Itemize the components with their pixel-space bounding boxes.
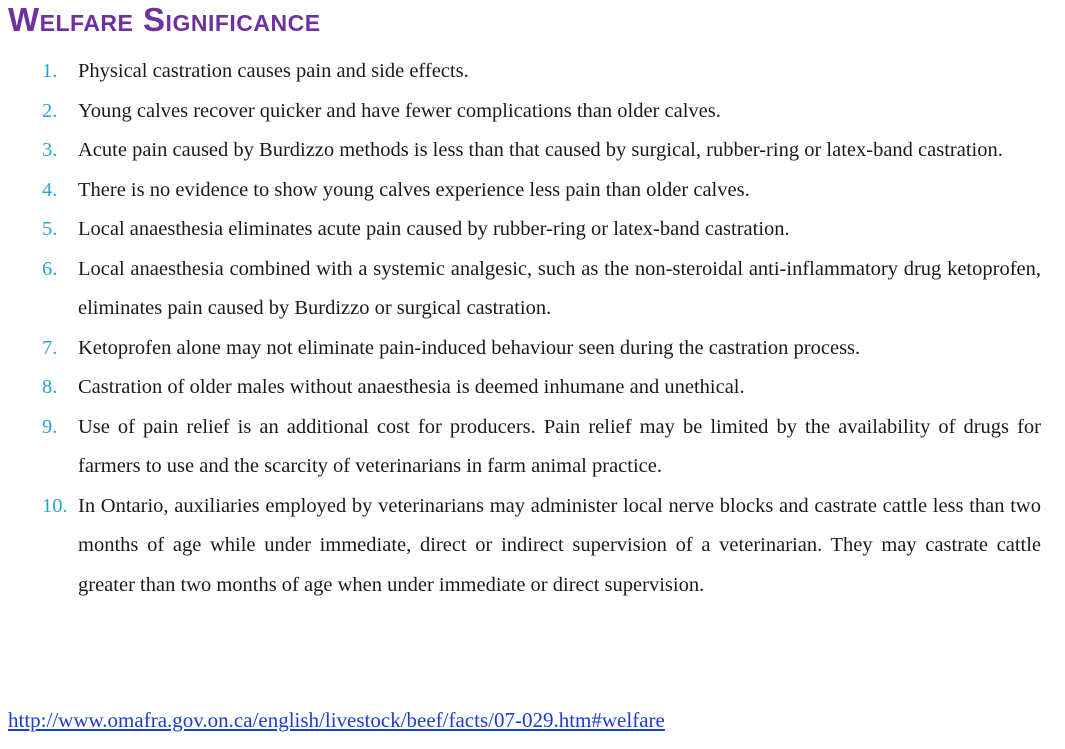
item-text: Use of pain relief is an additional cost for producers. Pain relief may be limited by the availability of drugs for farmers to use and the scarcity of veterinarians in farm animal practice. bbox=[78, 415, 1041, 477]
list-item bbox=[0, 210, 1065, 250]
item-number: 4. bbox=[42, 178, 58, 201]
item-number: 2. bbox=[42, 99, 58, 122]
list-item bbox=[0, 487, 1065, 606]
page-title: Welfare Significance bbox=[8, 1, 321, 38]
list-item bbox=[0, 408, 1065, 487]
item-number: 6. bbox=[42, 257, 58, 280]
item-number: 8. bbox=[42, 376, 58, 398]
item-text: Ketoprofen alone may not eliminate pain-induced behaviour seen during the castration process. bbox=[78, 336, 861, 359]
item-number: 1. bbox=[42, 60, 58, 82]
item-text: In Ontario, auxiliaries employed by veterinarians may administer local nerve blocks and castrate cattle less than two months of age while under immediate, direct or indirect supervision of a veterinarian. They may castrate cattle greater than two months of age when under immediate or direct supervision. bbox=[78, 494, 1041, 596]
list-item bbox=[0, 131, 1065, 171]
item-number: 9. bbox=[42, 415, 58, 438]
item-text: Acute pain caused by Burdizzo methods is less than that caused by surgical, rubber-ring or latex-band castration. bbox=[78, 139, 1003, 161]
item-number: 10. bbox=[42, 494, 68, 517]
item-number: 3. bbox=[42, 139, 58, 161]
item-text: Young calves recover quicker and have fewer complications than older calves. bbox=[78, 99, 721, 122]
list-item bbox=[0, 368, 1065, 408]
welfare-points-list bbox=[0, 52, 1065, 605]
source-link[interactable]: http://www.omafra.gov.on.ca/english/livestock/beef/facts/07-029.htm#welfare bbox=[8, 708, 665, 732]
list-item bbox=[0, 52, 1065, 92]
item-text: Castration of older males without anaesthesia is deemed inhumane and unethical. bbox=[78, 376, 745, 398]
item-text: Physical castration causes pain and side effects. bbox=[78, 60, 469, 82]
list-item bbox=[0, 92, 1065, 132]
list-item bbox=[0, 329, 1065, 369]
item-text: Local anaesthesia combined with a systemic analgesic, such as the non-steroidal anti-inflammatory drug ketoprofen, eliminates pain caused by Burdizzo or surgical castration. bbox=[78, 257, 1041, 319]
item-number: 5. bbox=[42, 218, 58, 240]
list-item bbox=[0, 171, 1065, 211]
item-text: Local anaesthesia eliminates acute pain caused by rubber-ring or latex-band castration. bbox=[78, 218, 790, 240]
list-item bbox=[0, 250, 1065, 329]
item-number: 7. bbox=[42, 336, 58, 359]
item-text: There is no evidence to show young calves experience less pain than older calves. bbox=[78, 178, 750, 201]
